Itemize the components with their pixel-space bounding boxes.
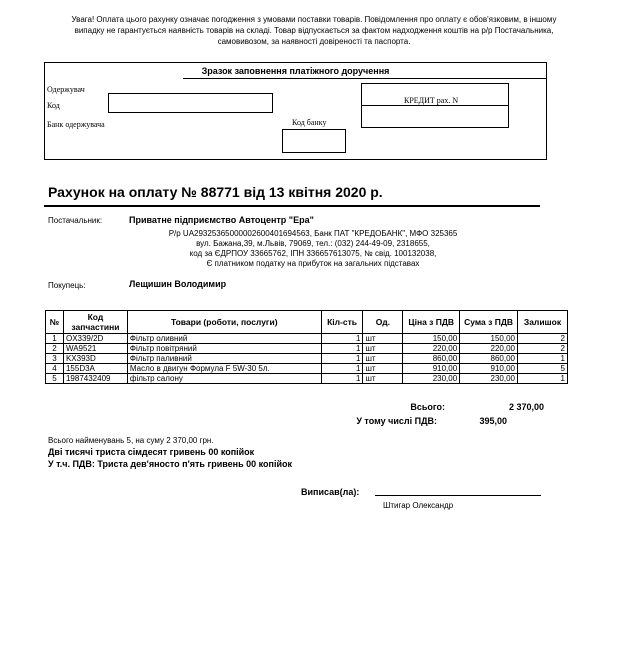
total-value: 2 370,00 [508,402,544,412]
row-name: Масло в двигун Формула F 5W-30 5л. [127,364,321,374]
row-qty: 1 [321,334,363,344]
total-in-words: Дві тисячі триста сімдесят гривень 00 копійок [48,447,255,457]
row-num: 5 [46,374,64,384]
row-code: 1987432409 [63,374,127,384]
row-unit: шт [363,344,403,354]
invoice-title: Рахунок на оплату № 88771 від 13 квітня 2020 р. [48,184,383,200]
col-sum: Сума з ПДВ [460,311,518,334]
row-stock: 5 [517,364,567,374]
row-unit: шт [363,354,403,364]
table-row [46,364,568,374]
row-num: 2 [46,344,64,354]
col-goods: Товари (роботи, послуги) [127,311,321,334]
credit-account-box-top [361,83,509,106]
col-unit: Од. [363,311,403,334]
row-price: 230,00 [403,374,460,384]
table-header-row [46,311,568,334]
payment-sample-title: Зразок заповнення платіжного доручення [201,66,390,76]
supplier-name: Приватне підприємство Автоцентр "Ера" [129,215,314,225]
buyer-name: Лещишин Володимир [129,279,227,289]
row-unit: шт [363,374,403,384]
table-row [46,334,568,344]
recipient-label: Одержувач [47,85,85,94]
supplier-line-2: вул. Бажана,39, м.Львів, 79069, тел.: (032) 244-49-09, 2318655, [196,239,430,248]
supplier-line-3: код за ЄДРПОУ 33665762, ІПН 336657613075, № свід. 100132038, [189,249,437,258]
vat-in-words: У т.ч. ПДВ: Триста дев'яносто п'ять гривень 00 копійок [48,459,292,469]
recipient-bank-label: Банк одержувача [47,120,105,129]
row-sum: 910,00 [460,364,518,374]
col-code: Код запчастини [63,311,127,334]
row-price: 150,00 [403,334,460,344]
row-name: Фільтр повітряний [127,344,321,354]
row-name: Фільтр паливний [127,354,321,364]
bank-code-label: Код банку [292,118,327,127]
row-qty: 1 [321,364,363,374]
row-price: 220,00 [403,344,460,354]
row-price: 910,00 [403,364,460,374]
row-num: 1 [46,334,64,344]
row-stock: 2 [517,344,567,354]
total-label: Всього: [410,402,445,412]
buyer-label: Покупець: [48,281,86,290]
issuer-name: Штигар Олександр [383,501,454,510]
bank-code-box [282,129,346,153]
row-qty: 1 [321,354,363,364]
credit-account-box-bottom [361,105,509,128]
col-price: Ціна з ПДВ [403,311,460,334]
supplier-label: Постачальник: [48,216,103,225]
title-underline [44,205,540,207]
items-count-summary: Всього найменувань 5, на суму 2 370,00 грн. [48,436,214,445]
row-code: OX339/2D [63,334,127,344]
supplier-line-4: Є платником податку на прибуток на загальних підставах [206,259,420,268]
table-row [46,344,568,354]
warning-line-3: самовивозом, за наявності довіреності та паспорта. [217,37,411,46]
credit-account-label: КРЕДИТ рах. N [404,96,459,105]
warning-line-1: Увага! Оплата цього рахунку означає погодження з умовами поставки товарів. Повідомлення про оплату є обов'язковим, в іншому [71,15,557,24]
row-stock: 2 [517,334,567,344]
row-sum: 150,00 [460,334,518,344]
row-qty: 1 [321,374,363,384]
table-row [46,354,568,364]
row-sum: 220,00 [460,344,518,354]
vat-value: 395,00 [479,416,507,426]
col-qty: Кіл-сть [321,311,363,334]
table-row [46,374,568,384]
row-name: Фільтр оливний [127,334,321,344]
col-num: № [46,311,64,334]
row-sum: 860,00 [460,354,518,364]
row-num: 4 [46,364,64,374]
vat-label: У тому числі ПДВ: [356,416,437,426]
signature-line [375,495,541,496]
row-qty: 1 [321,344,363,354]
row-name: фільтр салону [127,374,321,384]
row-unit: шт [363,334,403,344]
row-stock: 1 [517,374,567,384]
row-code: WA9521 [63,344,127,354]
col-stock: Залишок [517,311,567,334]
row-code: 155D3A [63,364,127,374]
payment-warning [40,14,588,47]
supplier-details [128,229,498,269]
sample-title-divider [183,78,547,79]
row-stock: 1 [517,354,567,364]
row-code: KX393D [63,354,127,364]
row-num: 3 [46,354,64,364]
issued-by-label: Виписав(ла): [301,487,360,497]
row-price: 860,00 [403,354,460,364]
items-table [45,310,568,384]
supplier-line-1: Р/р UA293253650000026004016945​63, Банк ПАТ "КРЕДОБАНК", МФО 325365 [168,229,458,238]
code-label: Код [47,101,60,110]
code-box [108,93,273,113]
row-sum: 230,00 [460,374,518,384]
warning-line-2: випадку не гарантується наявність товарів на складі. Товар відпускається за фактом надходження коштів на р/р Постачальника, [74,26,554,35]
row-unit: шт [363,364,403,374]
